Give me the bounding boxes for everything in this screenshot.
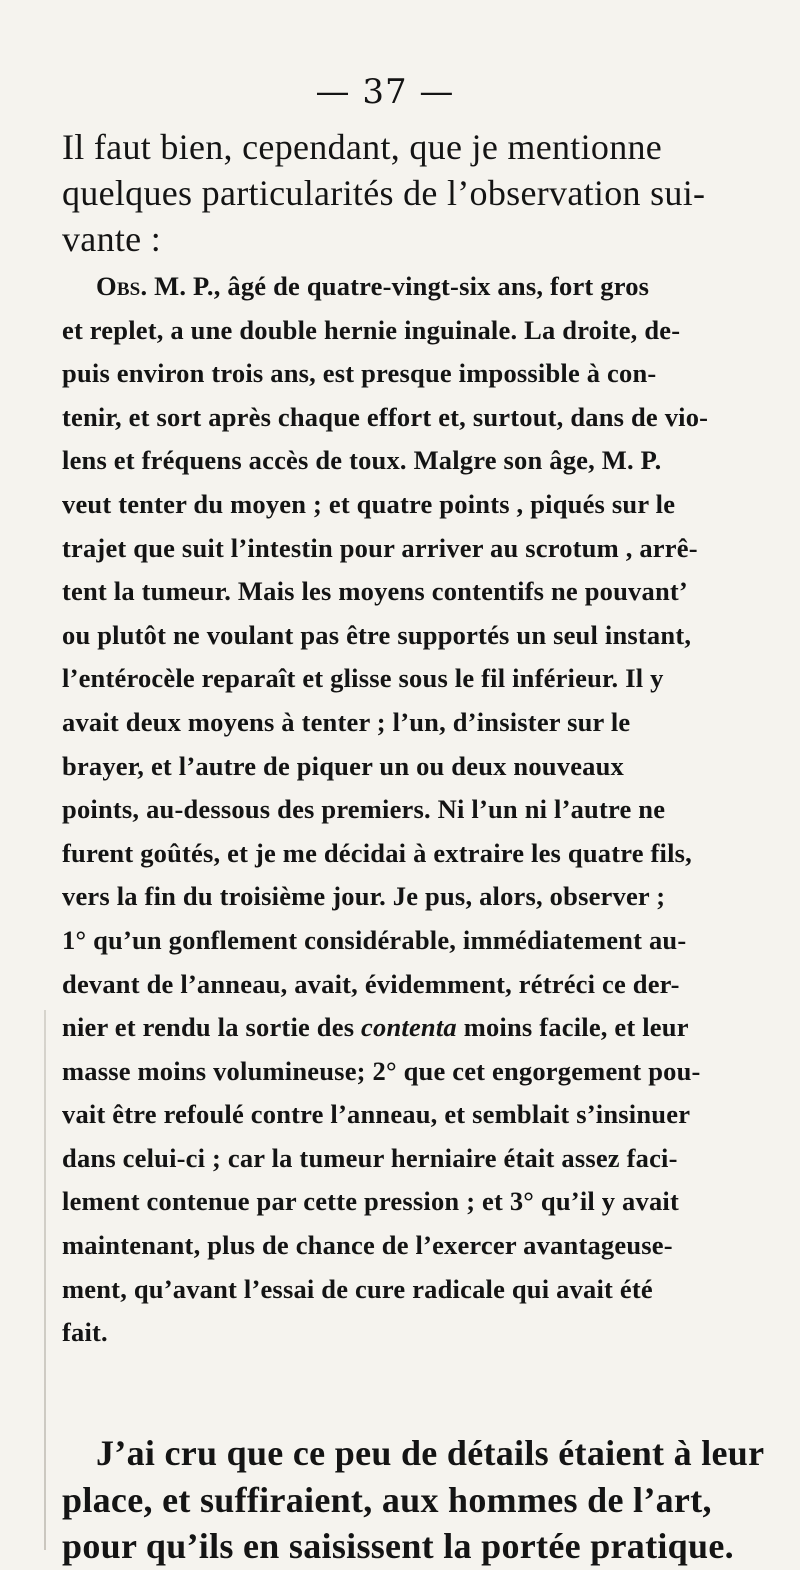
observation-line: lement contenue par cette pression ; et 3° qu’il y avait <box>62 1186 679 1217</box>
observation-line: lens et fréquens accès de toux. Malgre son âge, M. P. <box>62 445 662 476</box>
observation-line: et replet, a une double hernie inguinale. La droite, de- <box>62 314 681 345</box>
observation-line: puis environ trois ans, est presque impossible à con- <box>62 358 657 389</box>
conclusion-line: place, et suffiraient, aux hommes de l’art, <box>62 1479 712 1520</box>
page-number-text: — 37 — <box>315 72 455 112</box>
observation-line: points, au-dessous des premiers. Ni l’un ni l’autre ne <box>62 794 666 825</box>
observation-line: devant de l’anneau, avait, évidemment, rétréci ce der- <box>62 968 680 999</box>
binding-shadow <box>44 1010 46 1550</box>
observation-line: ou plutôt ne voulant pas être supportés un seul instant, <box>62 619 692 650</box>
observation-line: veut tenter du moyen ; et quatre points , piqués sur le <box>62 488 676 519</box>
observation-line: ment, qu’avant l’essai de cure radicale qui avait été <box>62 1273 653 1304</box>
intro-line: quelques particularités de l’observation sui- <box>62 173 706 213</box>
intro-line: vante : <box>62 219 162 259</box>
observation-line: vait être refoulé contre l’anneau, et semblait s’insinuer <box>62 1099 691 1130</box>
italic-word: contenta <box>361 1012 457 1043</box>
observation-line: avait deux moyens à tenter ; l’un, d’insister sur le <box>62 706 631 737</box>
observation-line: trajet que suit l’intestin pour arriver au scrotum , arrê- <box>62 532 698 563</box>
observation-line <box>62 1006 800 1050</box>
observation-line: 1° qu’un gonflement considérable, immédiatement au- <box>62 924 687 955</box>
conclusion-line: pour qu’ils en saisissent la portée pratique. <box>62 1526 734 1566</box>
observation-line-tail: moins facile, et leur <box>456 1012 689 1043</box>
observation-line: tent la tumeur. Mais les moyens contentifs ne pouvant’ <box>62 576 688 607</box>
observation-line: tenir, et sort après chaque effort et, surtout, dans de vio- <box>62 401 709 432</box>
observation-line: fait. <box>62 1317 108 1348</box>
observation-line: brayer, et l’autre de piquer un ou deux nouveaux <box>62 750 624 781</box>
intro-line: Il faut bien, cependant, que je mentionne <box>62 127 663 167</box>
observation-line: l’entérocèle reparaît et glisse sous le fil inférieur. Il y <box>62 663 664 694</box>
observation-line <box>62 265 800 309</box>
page-number <box>0 72 800 112</box>
observation-paragraph <box>62 265 800 1355</box>
observation-line: furent goûtés, et je me décidai à extraire les quatre fils, <box>62 837 692 868</box>
observation-label: Obs. <box>96 271 148 301</box>
intro-paragraph <box>62 124 800 262</box>
observation-line: dans celui-ci ; car la tumeur herniaire était assez faci- <box>62 1142 678 1173</box>
observation-line-text: nier et rendu la sortie des <box>62 1012 362 1043</box>
observation-line: masse moins volumineuse; 2° que cet engorgement pou- <box>62 1055 701 1086</box>
observation-line-text: M. P., âgé de quatre-vingt-six ans, fort gros <box>154 271 650 301</box>
conclusion-line: J’ai cru que ce peu de détails étaient à leur <box>96 1433 765 1473</box>
conclusion-paragraph <box>62 1430 800 1570</box>
observation-line: maintenant, plus de chance de l’exercer avantageuse- <box>62 1230 673 1261</box>
observation-line: vers la fin du troisième jour. Je pus, alors, observer ; <box>62 881 666 912</box>
